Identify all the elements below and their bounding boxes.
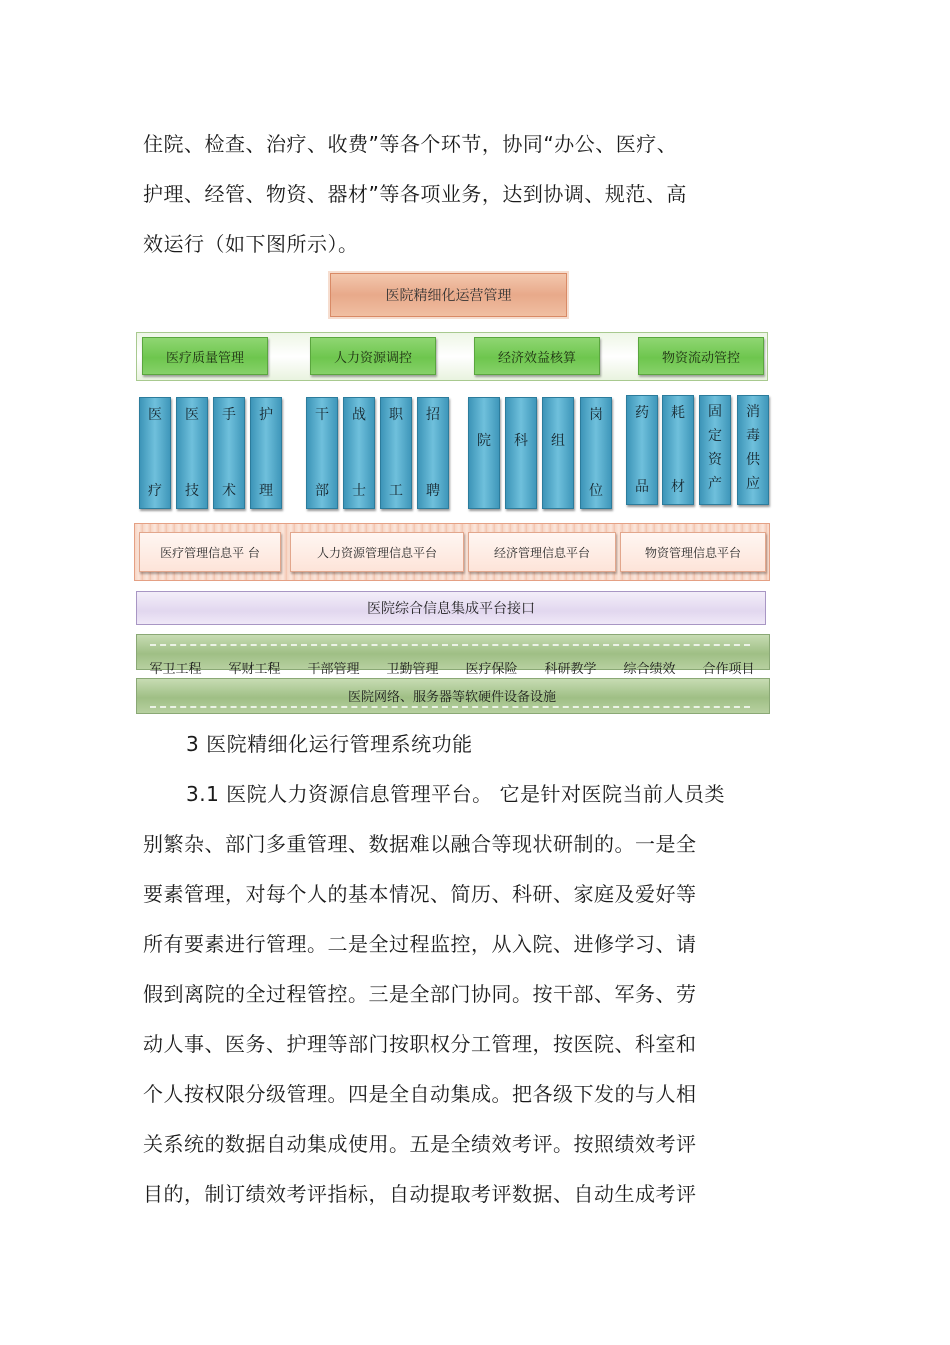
department-column (468, 397, 500, 509)
column-char: 聘 (426, 483, 440, 499)
intro-line: 护理、经管、物资、器材”等各项业务，达到协调、规范、高 (143, 182, 687, 206)
column-char: 科 (514, 433, 528, 449)
system-label: 卫勤管理 (386, 661, 439, 677)
column-char: 位 (589, 483, 603, 499)
system-label: 合作项目 (702, 661, 755, 677)
diagram-top-title: 医院精细化运营管理 (330, 273, 567, 317)
column-char: 部 (315, 483, 329, 499)
column-char: 医 (148, 407, 162, 423)
column-char: 资 (708, 452, 722, 468)
department-column (213, 397, 245, 509)
body-line: 个人按权限分级管理。四是全自动集成。把各级下发的与人相 (143, 1082, 697, 1106)
body-line: 动人事、医务、护理等部门按职权分工管理，按医院、科室和 (143, 1032, 697, 1056)
column-char: 药 (635, 405, 649, 421)
column-char: 职 (389, 407, 403, 423)
column-char: 院 (477, 433, 491, 449)
systems-row (136, 657, 768, 677)
column-char: 士 (352, 483, 366, 499)
department-column (176, 397, 208, 509)
management-box: 经济效益核算 (474, 337, 600, 375)
system-label: 军卫工程 (149, 661, 202, 677)
column-char: 产 (708, 476, 722, 492)
column-char: 战 (352, 407, 366, 423)
department-column (380, 397, 412, 509)
column-char: 岗 (589, 407, 603, 423)
column-stack (700, 400, 730, 496)
column-char: 组 (551, 433, 565, 449)
management-box: 物资流动管控 (638, 337, 764, 375)
bar-divider (150, 644, 750, 646)
department-column (306, 397, 338, 509)
column-char: 消 (746, 404, 760, 420)
column-char: 疗 (148, 483, 162, 499)
platform-box: 人力资源管理信息平台 (290, 532, 464, 572)
body-line: 关系统的数据自动集成使用。五是全绩效考评。按照绩效考评 (143, 1132, 697, 1156)
column-char: 毒 (746, 428, 760, 444)
column-char: 术 (222, 483, 236, 499)
column-char: 定 (708, 428, 722, 444)
column-char: 工 (389, 483, 403, 499)
department-column (626, 395, 658, 505)
management-box: 人力资源调控 (310, 337, 436, 375)
department-column (343, 397, 375, 509)
integration-bar: 医院综合信息集成平台接口 (136, 591, 766, 625)
infrastructure-label: 医院网络、服务器等软硬件设备设施 (347, 690, 556, 705)
column-char: 应 (746, 476, 760, 492)
column-char: 理 (259, 483, 273, 499)
system-label: 科研教学 (544, 661, 597, 677)
column-char: 材 (671, 479, 685, 495)
management-box: 医疗质量管理 (142, 337, 268, 375)
column-char: 护 (259, 407, 273, 423)
department-column (699, 395, 731, 505)
column-char: 招 (426, 407, 440, 423)
department-column (139, 397, 171, 509)
platform-box: 经济管理信息平台 (468, 532, 616, 572)
department-column (417, 397, 449, 509)
department-column (662, 395, 694, 505)
body-line: 假到离院的全过程管控。三是全部门协同。按干部、军务、劳 (143, 982, 697, 1006)
system-label: 干部管理 (307, 661, 360, 677)
system-label: 综合绩效 (623, 661, 676, 677)
department-column (505, 397, 537, 509)
section-heading: 3 医院精细化运行管理系统功能 (186, 732, 473, 756)
column-char: 供 (746, 452, 760, 468)
column-char: 干 (315, 407, 329, 423)
system-label: 医疗保险 (465, 661, 518, 677)
intro-line: 效运行（如下图所示）。 (143, 232, 359, 256)
system-label: 军财工程 (228, 661, 281, 677)
column-char: 品 (635, 479, 649, 495)
body-line: 要素管理，对每个人的基本情况、简历、科研、家庭及爱好等 (143, 882, 697, 906)
bar-divider (150, 706, 750, 708)
department-column (542, 397, 574, 509)
department-column (250, 397, 282, 509)
column-char: 医 (185, 407, 199, 423)
platform-box: 物资管理信息平台 (620, 532, 766, 572)
intro-line: 住院、检查、治疗、收费”等各个环节，协同“办公、医疗、 (143, 132, 678, 156)
body-line: 别繁杂、部门多重管理、数据难以融合等现状研制的。一是全 (143, 832, 697, 856)
department-column (737, 395, 769, 505)
platform-box: 医疗管理信息平 台 (139, 532, 281, 572)
body-line: 目的，制订绩效考评指标，自动提取考评数据、自动生成考评 (143, 1182, 697, 1206)
body-line: 3.1 医院人力资源信息管理平台。 它是针对医院当前人员类 (186, 782, 726, 806)
department-column (580, 397, 612, 509)
body-line: 所有要素进行管理。二是全过程监控，从入院、进修学习、请 (143, 932, 697, 956)
column-char: 耗 (671, 405, 685, 421)
column-char: 技 (185, 483, 199, 499)
column-char: 固 (708, 404, 722, 420)
column-stack (738, 400, 768, 496)
column-char: 手 (222, 407, 236, 423)
